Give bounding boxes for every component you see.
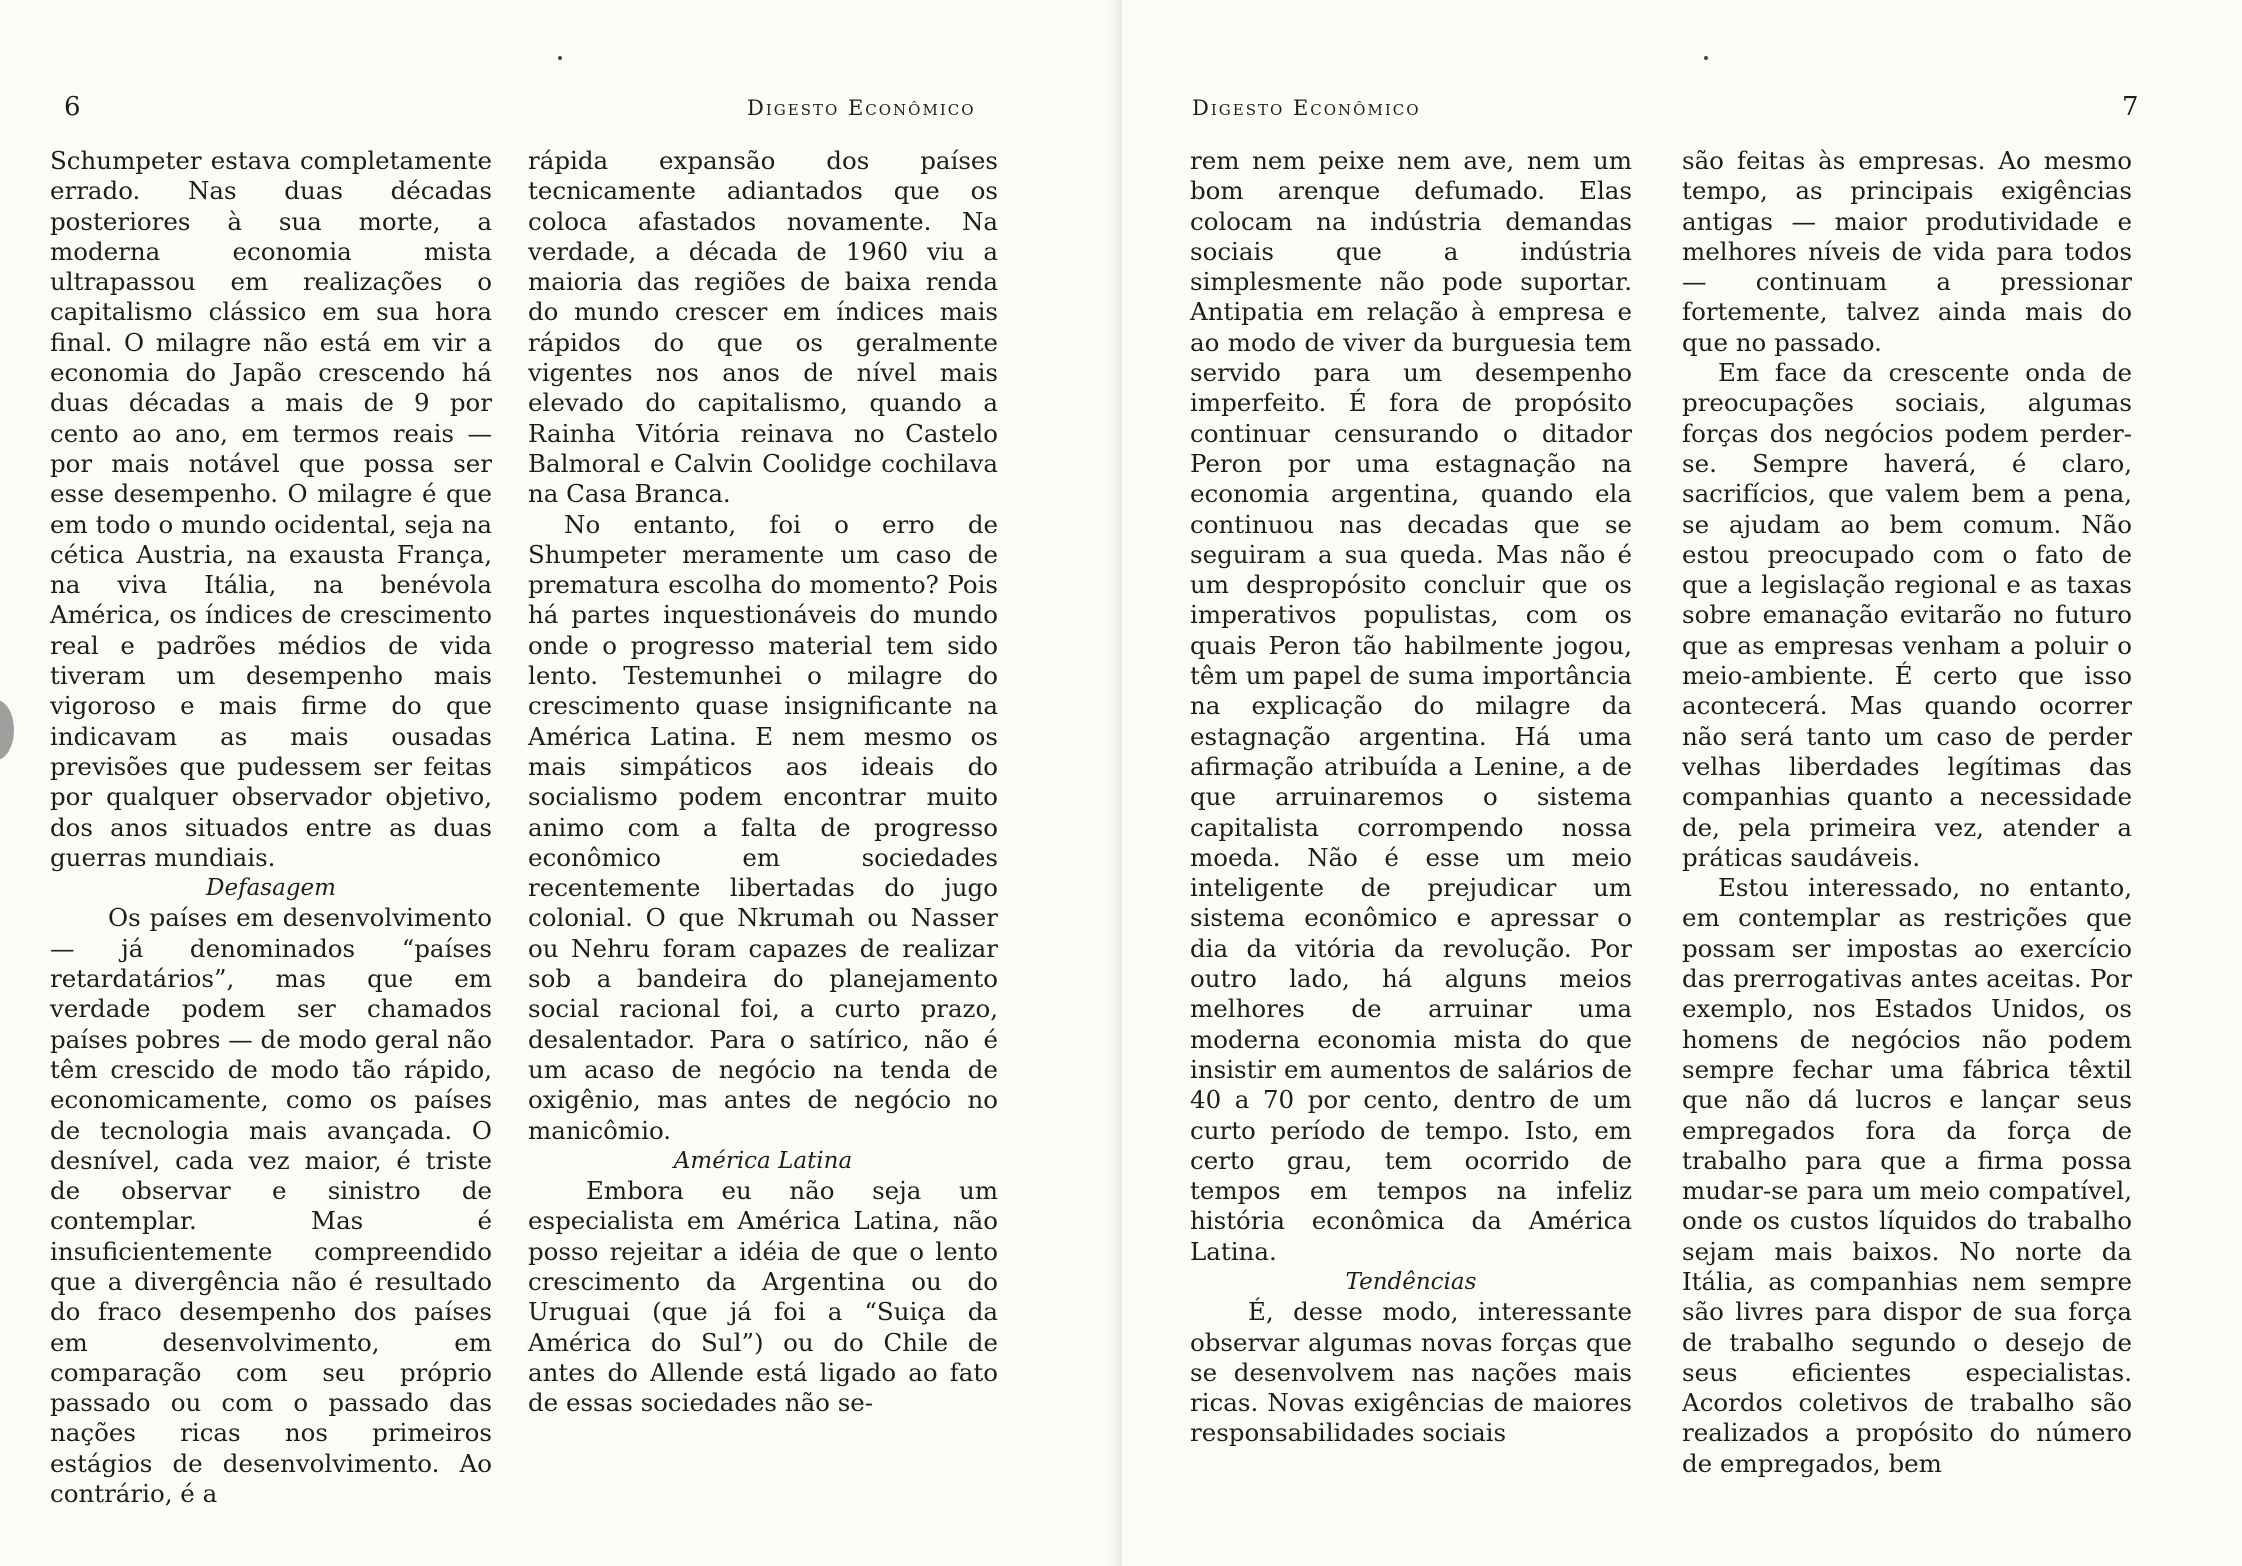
running-head-left: Digesto Econômico [747,96,976,120]
left-column-2 [528,146,998,1418]
page-number-right: 7 [2122,92,2139,122]
binding-hole [0,700,14,760]
paragraph: Embora eu não seja um especialista em América Latina, não posso rejeitar a idéia de que o lento crescimento da Argentina ou do Uruguai (que já foi a “Suiça da América do Sul”) ou do Chile de antes do Allende está ligado ao fato de essas sociedades não se- [528,1176,998,1418]
right-column-1 [1190,146,1632,1449]
paragraph: No entanto, foi o erro de Shumpeter meramente um caso de prematura escolha do momento? Pois há partes inquestionáveis do mundo onde o progresso material tem sido lento. Testemunhei o milagre do crescimento quase insignificante na América Latina. E nem mesmo os mais simpáticos aos ideais do socialismo podem encontrar muito animo com a falta de progresso econômico em sociedades recentemente libertadas do jugo colonial. O que Nkrumah ou Nasser ou Nehru foram capazes de realizar sob a bandeira do planejamento social racional foi, a curto prazo, desalentador. Para o satírico, não é um acaso de negócio na tenda de oxigênio, mas antes de negócio no manicômio. [528,509,998,1145]
paragraph: Schumpeter estava completamente errado. Nas duas décadas posteriores à sua morte, a moderna economia mista ultrapassou em realizações o capitalismo clássico em sua hora final. O milagre não está em vir a economia do Japão crescendo há duas décadas a mais de 9 por cento ao ano, em termos reais — por mais notável que possa ser esse desempenho. O milagre é que em todo o mundo ocidental, seja na cética Austria, na exausta França, na viva Itália, na benévola América, os índices de crescimento real e padrões médios de vida tiveram um desempenho mais vigoroso e mais firme do que indicavam as mais ousadas previsões que pudessem ser feitas por qualquer observador objetivo, dos anos situados entre as duas guerras mundiais. [50,146,492,872]
left-column-1 [50,146,492,1509]
subheading-tendencias: Tendências [1345,1268,1477,1295]
paragraph: rápida expansão dos países tecnicamente adiantados que os coloca afastados novamente. Na verdade, a década de 1960 viu a maioria das regiões de baixa renda do mundo crescer em índices mais rápidos do que os geralmente vigentes nos anos de nível mais elevado do capitalismo, quando a Rainha Vitória reinava no Castelo Balmoral e Calvin Coolidge cochilava na Casa Branca. [528,146,998,509]
left-page [0,0,1120,1566]
subheading-america-latina: América Latina [673,1147,853,1174]
speck [558,56,562,60]
subheading-defasagem: Defasagem [206,875,336,902]
paragraph: Estou interessado, no entanto, em contemplar as restrições que possam ser impostas ao exercício das prerrogativas antes aceitas. Por exemplo, nos Estados Unidos, os homens de negócios não podem sempre fechar uma fábrica têxtil que não dá lucros e lançar seus empregados fora da força de trabalho para que a firma possa mudar-se para um meio compatível, onde os custos líquidos do trabalho sejam mais baixos. No norte da Itália, as companhias nem sempre são livres para dispor de sua força de trabalho segundo o desejo de seus eficientes especialistas. Acordos coletivos de trabalho são realizados a propósito do número de empregados, bem [1682,873,2132,1478]
speck [1704,56,1708,60]
paragraph: É, desse modo, interessante observar algumas novas forças que se desenvolvem nas nações mais ricas. Novas exigências de maiores responsabilidades sociais [1190,1297,1632,1448]
paragraph: Os países em desenvolvimento — já denominados “países retardatários”, mas que em verdade podem ser chamados países pobres — de modo geral não têm crescido de modo tão rápido, economicamente, como os países de tecnologia mais avançada. O desnível, cada vez maior, é triste de observar e sinistro de contemplar. Mas é insuficientemente compreendido que a divergência não é resultado do fraco desempenho dos países em desenvolvimento, em comparação com seu próprio passado ou com o passado das nações ricas nos primeiros estágios de desenvolvimento. Ao contrário, é a [50,903,492,1509]
running-head-right: Digesto Econômico [1192,96,1421,120]
right-column-2 [1682,146,2132,1479]
paragraph: Em face da crescente onda de preocupações sociais, algumas forças dos negócios podem perder-se. Sempre haverá, é claro, sacrifícios, que valem bem a pena, se ajudam ao bem comum. Não estou preocupado com o fato de que a legislação regional e as taxas sobre emanação evitarão no futuro que as empresas venham a poluir o meio-ambiente. É certo que isso acontecerá. Mas quando ocorrer não será tanto um caso de perder velhas liberdades legítimas das companhias quanto a necessidade de, pela primeira vez, atender a práticas saudáveis. [1682,358,2132,872]
right-page [1122,0,2242,1566]
paragraph: são feitas às empresas. Ao mesmo tempo, as principais exigências antigas — maior produtividade e melhores níveis de vida para todos — continuam a pressionar fortemente, talvez ainda mais do que no passado. [1682,146,2132,357]
paragraph: rem nem peixe nem ave, nem um bom arenque defumado. Elas colocam na indústria demandas sociais que a indústria simplesmente não pode suportar. Antipatia em relação à empresa e ao modo de viver da burguesia tem servido para um desempenho imperfeito. É fora de propósito continuar censurando o ditador Peron por uma estagnação na economia argentina, quando ela continuou nas decadas que se seguiram a sua queda. Mas não é um despropósito concluir que os imperativos populistas, com os quais Peron tão habilmente jogou, têm um papel de suma importância na explicação do milagre da estagnação argentina. Há uma afirmação atribuída a Lenine, a de que arruinaremos o sistema capitalista corrompendo nossa moeda. Não é esse um meio inteligente de prejudicar um sistema econômico e apressar o dia da vitória da revolução. Por outro lado, há alguns meios melhores de arruinar uma moderna economia mista do que insistir em aumentos de salários de 40 a 70 por cento, dentro de um curto período de tempo. Isto, em certo grau, tem ocorrido de tempos em tempos na infeliz história econômica da América Latina. [1190,146,1632,1266]
page-number-left: 6 [64,92,81,122]
